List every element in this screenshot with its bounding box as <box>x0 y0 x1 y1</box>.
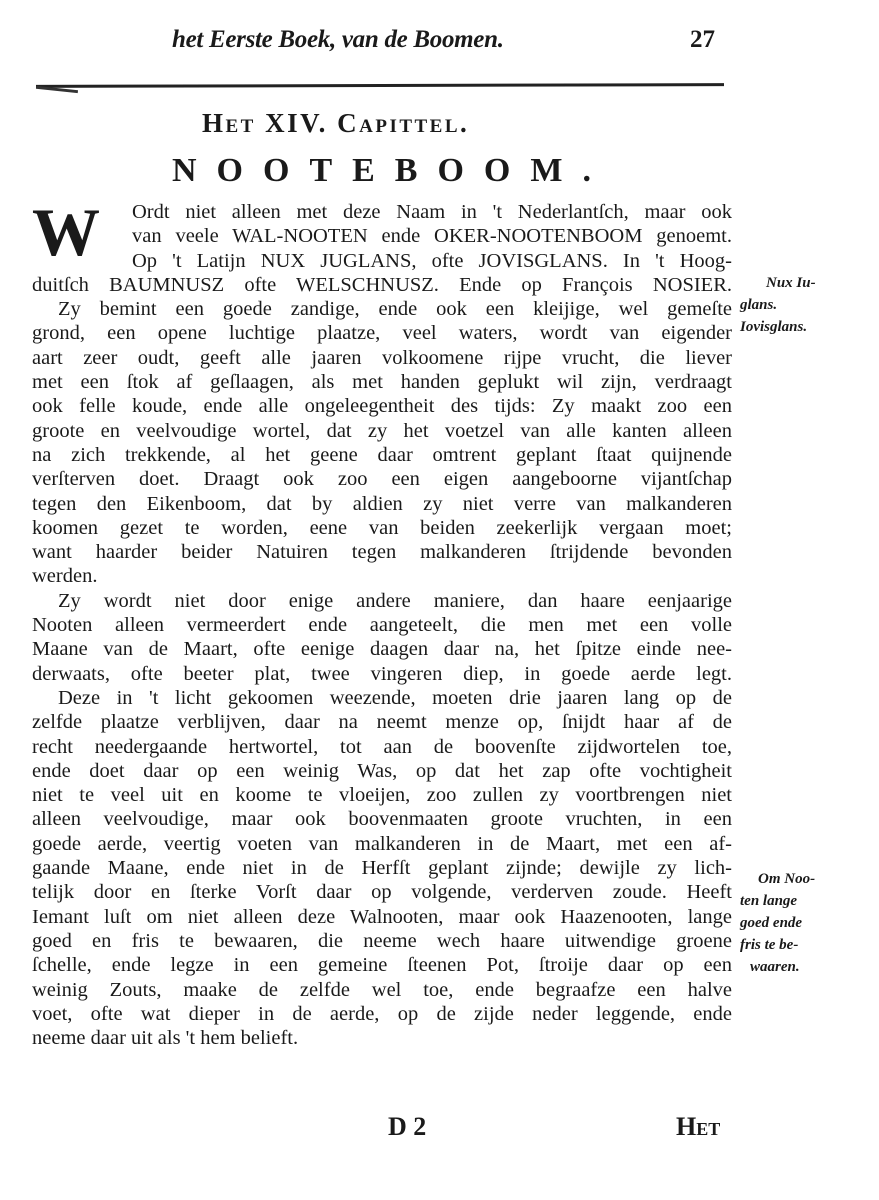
text-line: duitſch BAUMNUSZ ofte WELSCHNUSZ. Ende op François NOSIER. <box>32 273 732 296</box>
running-head: het Eerste Boek, van de Boomen. <box>172 26 504 53</box>
text-line: ſchelle, ende legze in een gemeine ſteenen Pot, ſtroije daar op een <box>32 954 732 977</box>
text-line: want haarder beider Natuiren tegen malkanderen ſtrijdende bevonden <box>32 541 732 564</box>
margin-note-line: waaren. <box>750 959 800 975</box>
text-line: Maane van de Maart, ofte eenige daagen daar na, het ſpitze einde nee- <box>32 638 732 661</box>
text-line: groote en veelvoudige wortel, dat zy het voetzel van alle kanten alleen <box>32 419 732 442</box>
page-number: 27 <box>690 26 715 53</box>
text-line: Nooten alleen vermeerdert ende aangeteelt, die men met een volle <box>32 614 732 637</box>
text-line: met een ſtok af geſlaagen, als met handen geplukt wil zijn, verdraagt <box>32 371 732 394</box>
text-line: gaande Maane, ende niet in de Herfſt geplant zijnde; dewijle zy lich- <box>32 857 732 880</box>
margin-note-line: Iovisglans. <box>740 319 808 335</box>
margin-note-line: fris te be- <box>740 937 799 953</box>
text-line: Zy wordt niet door enige andere maniere, dan haare eenjaarige <box>58 589 732 612</box>
text-line: Zy bemint een goede zandige, ende ook een kleijige, wel gemeſte <box>58 298 732 321</box>
text-line: alleen veelvoudige, maar ook boovenmaaten groote vruchten, in een <box>32 808 732 831</box>
text-line: Iemant luſt om niet alleen deze Walnooten, maar ook Haazenooten, lange <box>32 905 732 928</box>
text-line: ook felle koude, ende alle ongeleegentheit des tijds: Zy maakt zoo een <box>32 395 732 418</box>
catchword: Het <box>676 1112 721 1141</box>
text-line: goede aerde, veertig voeten van malkanderen in de Maart, met een af- <box>32 832 732 855</box>
text-line: derwaats, ofte beeter plat, twee vingeren diep, in goede aerde legt. <box>32 662 732 685</box>
text-line: van veele WAL-NOOTEN ende OKER-NOOTENBOOM genoemt. <box>132 225 732 248</box>
header-rule <box>36 83 724 88</box>
text-line: telijk door en ſterke Vorſt daar op volgende, verderven zoude. Heeft <box>32 881 732 904</box>
margin-note-line: ten lange <box>740 893 798 909</box>
text-line: Deze in 't licht gekoomen weezende, moeten drie jaaren lang op de <box>58 686 732 709</box>
margin-note-nux-juglans <box>740 272 850 338</box>
text-line: koomen gezet te worden, eene van beiden zeekerlijk vergaan moet; <box>32 516 732 539</box>
margin-note-line: Nux Iu- <box>766 275 816 291</box>
margin-note-line: goed ende <box>740 915 803 931</box>
text-line: na zich trekkende, al het geene daar omtrent geplant ſtaat quijnende <box>32 443 732 466</box>
drop-cap: W <box>32 194 100 270</box>
chapter-title: NOOTEBOOM. <box>172 152 611 189</box>
text-line: niet te veel uit en koome te vloeijen, zoo zullen zy voortbrengen niet <box>32 784 732 807</box>
text-line: recht needergaande hertwortel, tot aan de boovenſte zijdwortelen toe, <box>32 735 732 758</box>
body-text <box>32 194 732 1050</box>
margin-note-line: glans. <box>740 297 778 313</box>
text-line: voet, ofte wat dieper in de aerde, op de zijde neder leggende, ende <box>32 1002 732 1025</box>
text-line: tegen den Eikenboom, dat by aldien zy niet verre van malkanderen <box>32 492 732 515</box>
text-line: zelfde plaatze verblijven, daar na neemt menze op, ſnijdt haar af de <box>32 711 732 734</box>
text-line: werden. <box>32 565 98 588</box>
text-line: grond, een opene luchtige plaatze, veel waters, wordt van eigender <box>32 322 732 345</box>
margin-note-line: Om Noo- <box>758 871 816 887</box>
text-line: neeme daar uit als 't hem belieft. <box>32 1027 299 1050</box>
text-line: weinig Zouts, maake de zelfde wel toe, ende begraafze een halve <box>32 978 732 1001</box>
text-line: Op 't Latijn NUX JUGLANS, ofte JOVISGLANS. In 't Hoog- <box>132 249 732 272</box>
text-line: goed en fris te bewaaren, die neeme wech haare uitwendige groene <box>32 929 732 952</box>
chapter-heading: Het XIV. Capittel. <box>202 108 470 138</box>
text-line: Ordt niet alleen met deze Naam in 't Nederlantſch, maar ook <box>132 201 732 223</box>
text-line: verſterven doet. Draagt ook zoo een eigen aangeboorne vijantſchap <box>32 468 732 491</box>
text-line: ende doet daar op een weinig Was, op dat het zap ofte vochtigheit <box>32 759 732 782</box>
text-line: aart zeer oudt, geeft alle jaaren volkoomene rijpe vrucht, die liever <box>32 346 732 369</box>
signature-mark: D 2 <box>388 1112 427 1141</box>
margin-note-om-nooten <box>740 868 850 978</box>
